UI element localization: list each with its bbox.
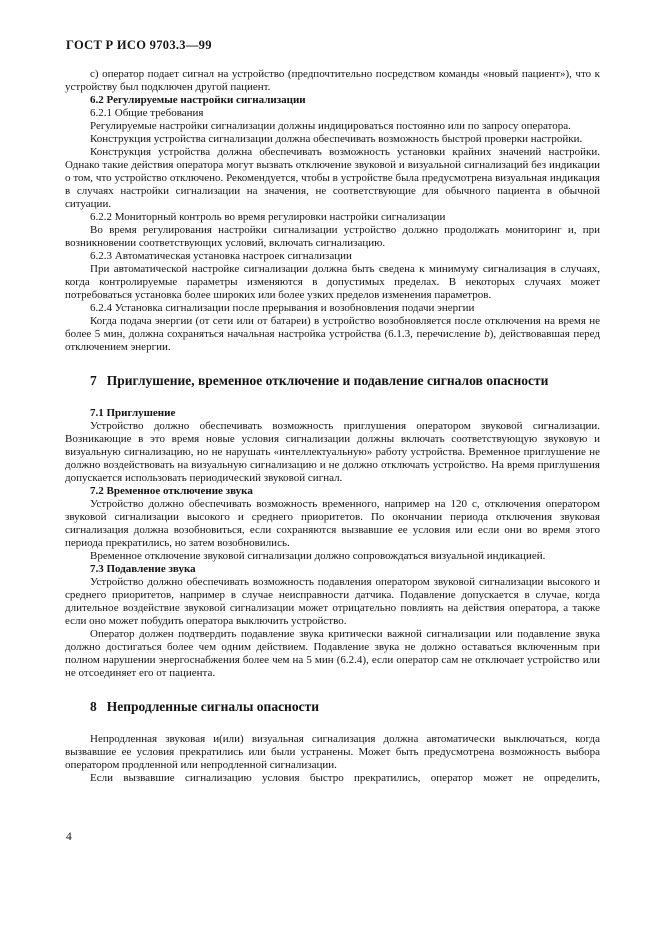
section-8-title: Непродленные сигналы опасности: [106, 699, 319, 714]
paragraph-power-interruption-italic-b: b: [484, 328, 490, 340]
clause-heading-7-3: 7.3 Подавление звука: [90, 563, 196, 575]
paragraph-power-interruption-pre: Когда подача энергии (от сети или от батареи) в устройство возобновляется после отключения на время не более 5 мин, должна сохраняться начальная настройка устройства (6.1.3, перечисление: [65, 315, 600, 340]
paragraph-non-latching-signals: Непродленная звуковая и(или) визуальная сигнализация должна автоматически выключаться, когда вызвавшие ее условия прекратились или были устранены. Может быть предусмотрена возможность выбора оператором продленной или непродленной сигнализации.: [65, 733, 600, 771]
paragraph-power-interruption-post: ), действовавшая перед отключением энергии.: [65, 328, 600, 353]
document-content: [65, 68, 600, 785]
page-number: 4: [66, 831, 72, 843]
paragraph-automatic-alarm-settings: При автоматической настройке сигнализации должна быть сведена к минимуму сигнализация в случаях, когда контролируемые параметры изменяются в допустимых пределах. В некоторых случаях может потребоваться установка более широких или более узких пределов изменения параметров.: [65, 263, 600, 301]
clause-heading-7-2: 7.2 Временное отключение звука: [90, 485, 253, 497]
document-code: ГОСТ Р ИСО 9703.3—99: [66, 38, 212, 52]
paragraph-conditions-ceased: Если вызвавшие сигнализацию условия быстро прекратились, оператор может не определить,: [90, 772, 600, 784]
paragraph-audio-paused: Устройство должно обеспечивать возможность приглушения оператором звуковой сигнализации. Возникающие в это время новые условия сигнализации должны включать соответствующую звуковую и визуальную сигнализацию, но не нарушать «интеллектуальную» работу устройства. Временное приглушение не должно воздействовать на визуальную сигнализацию и не должно отключать устройство. На время приглушения допускается использовать периодический звуковой сигнал.: [65, 420, 600, 484]
paragraph-power-interruption: [65, 315, 600, 354]
clause-heading-7-1: 7.1 Приглушение: [90, 407, 176, 419]
section-8-number: 8: [90, 699, 97, 714]
clause-heading-6-2-4: 6.2.4 Установка сигнализации после прерывания и возобновления подачи энергии: [90, 302, 475, 314]
paragraph-extreme-settings: Конструкция устройства должна обеспечивать возможность установки крайних значений настройки. Однако такие действия оператора могут вызвать отключение звуковой и визуальной сигнализаций без индикации о том, что устройство отключено. Рекомендуется, чтобы в устройстве была предусмотрена визуальная индикация в случаях настройки сигнализации на значения, не соответствующие для обычного пациента в обычной ситуации.: [65, 146, 600, 210]
paragraph-suppression-confirmation: Оператор должен подтвердить подавление звука критически важной сигнализации или подавление звука должно достигаться более чем одним действием. Подавление звука не должно оставаться включенным при полном нарушении энергоснабжения более чем на 5 мин (6.2.4), если оператор сам не отключает устройство или не отсоединяет его от пациента.: [65, 628, 600, 679]
clause-heading-6-2-3: 6.2.3 Автоматическая установка настроек сигнализации: [90, 250, 352, 262]
clause-heading-6-2: 6.2 Регулируемые настройки сигнализации: [90, 94, 306, 106]
section-heading-7: [65, 372, 600, 389]
clause-heading-6-2-2: 6.2.2 Мониторный контроль во время регулировки настройки сигнализации: [90, 211, 446, 223]
paragraph-adjustable-settings-indication: Регулируемые настройки сигнализации должны индицироваться постоянно или по запросу оператора.: [90, 120, 571, 132]
paragraph-audio-suppression: Устройство должно обеспечивать возможность подавления оператором звуковой сигнализации высокого и среднего приоритетов, например в случае неисправности датчика. Подавление допускается в случае, когда длительное воздействие звуковой сигнализации может отрицательно повлиять на действия оператора, а также если оно может побудить оператора выключить устройство.: [65, 576, 600, 627]
section-heading-8: [65, 698, 600, 715]
paragraph-audio-off-temporary: Устройство должно обеспечивать возможность временного, например на 120 с, отключения оператором звуковой сигнализации высокого и среднего приоритетов. По окончании периода отключения звуковая сигнализация должна возобновиться, если сохраняются вызвавшие ее условия или если они во время этого периода прекратились, но затем возобновились.: [65, 498, 600, 549]
section-7-title: Приглушение, временное отключение и подавление сигналов опасности: [106, 373, 549, 388]
clause-heading-6-2-1: 6.2.1 Общие требования: [90, 107, 204, 119]
section-7-number: 7: [90, 373, 97, 388]
paragraph-quick-check-design: Конструкция устройства сигнализации должна обеспечивать возможность быстрой проверки настройки.: [90, 133, 583, 145]
paragraph-list-item-c: с) оператор подает сигнал на устройство (предпочтительно посредством команды «новый пациент»), что к устройству был подключен другой пациент.: [65, 68, 600, 93]
paragraph-visual-indication-required: Временное отключение звуковой сигнализации должно сопровождаться визуальной индикацией.: [90, 550, 546, 562]
paragraph-monitoring-during-adjustment: Во время регулирования настройки сигнализации устройство должно продолжать мониторинг и, при возникновении соответствующих условий, включать сигнализацию.: [65, 224, 600, 249]
